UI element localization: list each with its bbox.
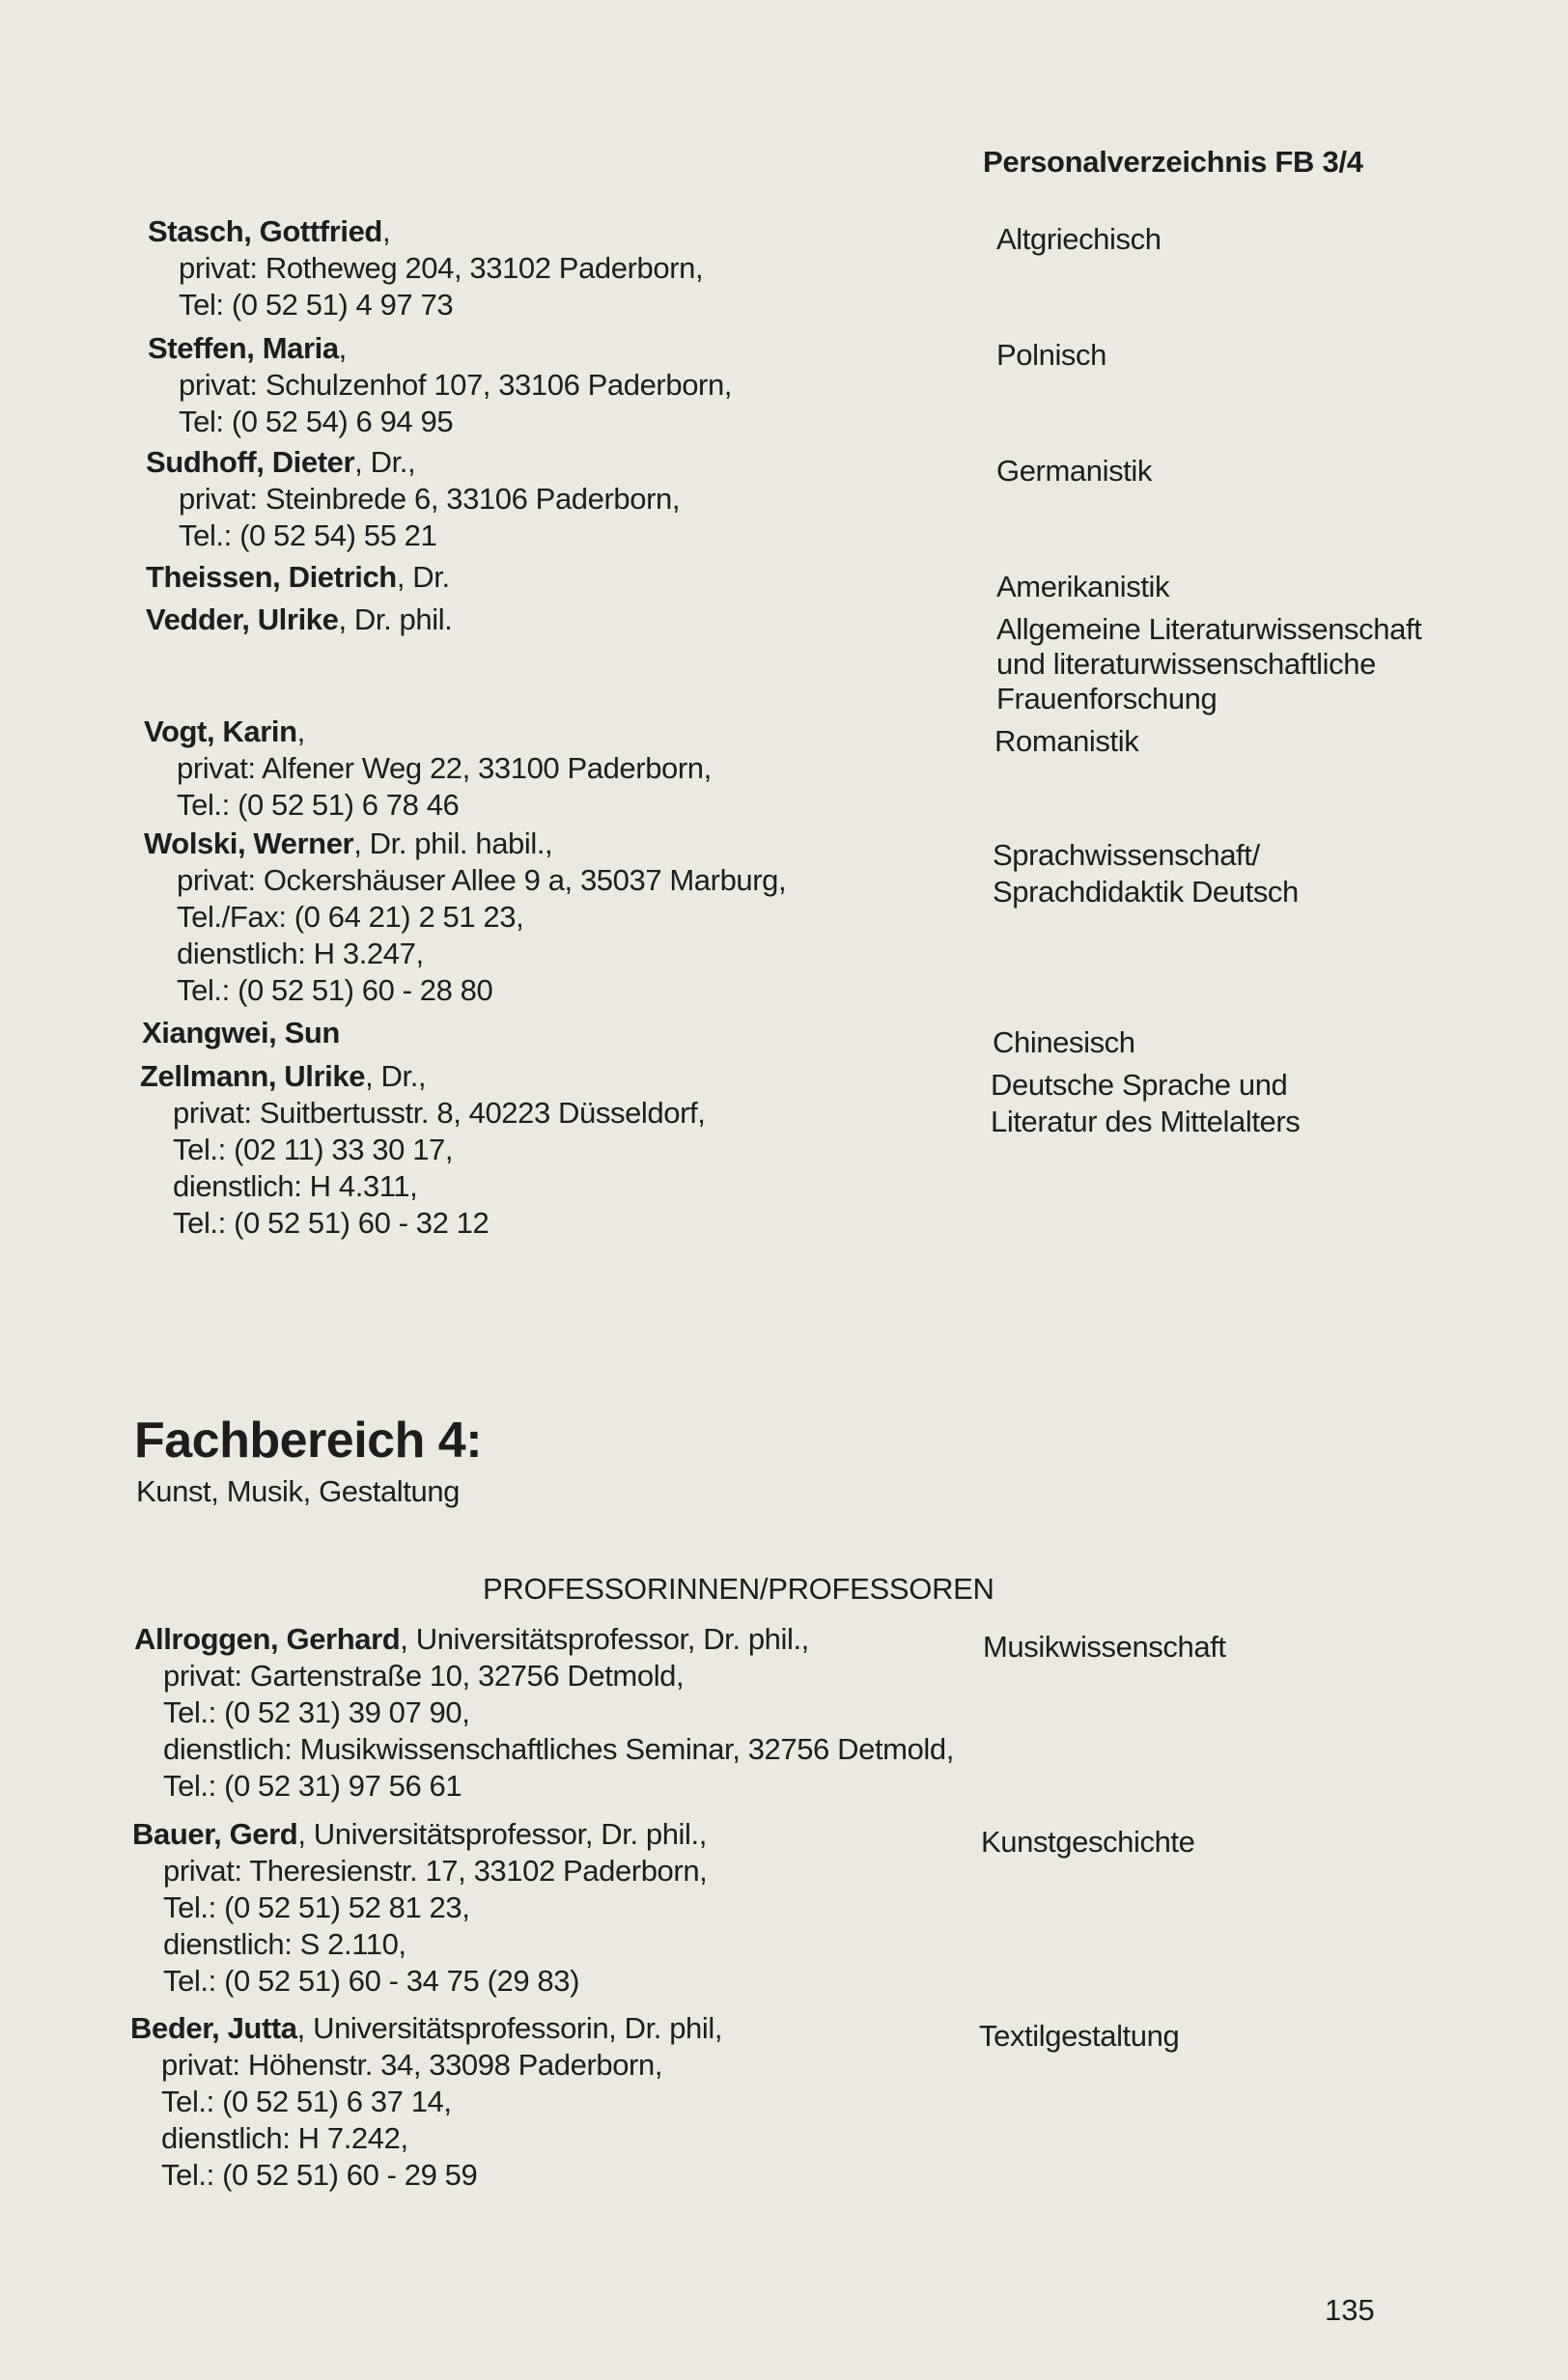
contact-line: Tel.: (0 52 51) 6 37 14, (161, 2085, 452, 2118)
contact-line: Tel.: (0 52 51) 60 - 28 80 (177, 973, 493, 1007)
contact-line: Tel.: (0 52 51) 60 - 29 59 (161, 2158, 478, 2192)
contact-line: Tel.: (0 52 54) 55 21 (179, 518, 437, 552)
surname: Theissen, Dietrich (146, 560, 397, 594)
surname: Xiangwei, Sun (142, 1016, 340, 1050)
subject-label: Altgriechisch (996, 222, 1162, 256)
surname: Stasch, Gottfried (148, 214, 382, 248)
person-name (144, 826, 552, 861)
contact-line: privat: Höhenstr. 34, 33098 Paderborn, (161, 2048, 663, 2082)
name-suffix: , Universitätsprofessor, Dr. phil., (297, 1817, 707, 1851)
contact-line: privat: Steinbrede 6, 33106 Paderborn, (179, 482, 681, 516)
contact-line: Tel: (0 52 54) 6 94 95 (179, 405, 454, 438)
person-name (146, 602, 452, 637)
person-name (130, 2011, 722, 2046)
surname: Beder, Jutta (130, 2011, 297, 2045)
surname: Sudhoff, Dieter (146, 445, 355, 479)
group-heading: PROFESSORINNEN/PROFESSOREN (483, 1572, 994, 1606)
name-suffix: , Dr. phil. habil., (353, 826, 553, 860)
surname: Vedder, Ulrike (146, 602, 339, 636)
contact-line: Tel.: (0 52 31) 97 56 61 (163, 1769, 462, 1803)
page-header: Personalverzeichnis FB 3/4 (983, 145, 1363, 179)
contact-line: privat: Suitbertusstr. 8, 40223 Düsseldorf, (173, 1096, 706, 1130)
subject-label: Allgemeine Literaturwissenschaft (996, 612, 1422, 646)
subject-label: Musikwissenschaft (983, 1630, 1226, 1664)
contact-line: Tel.: (0 52 51) 6 78 46 (177, 788, 460, 822)
contact-line: dienstlich: H 4.311, (173, 1169, 418, 1203)
subject-label: Chinesisch (993, 1025, 1135, 1059)
section-subtitle: Kunst, Musik, Gestaltung (136, 1474, 461, 1508)
contact-line: privat: Alfener Weg 22, 33100 Paderborn, (177, 751, 712, 785)
name-suffix: , Dr. (396, 560, 450, 594)
contact-line: privat: Rotheweg 204, 33102 Paderborn, (179, 251, 704, 285)
contact-line: privat: Gartenstraße 10, 32756 Detmold, (163, 1659, 685, 1693)
name-suffix: , (381, 214, 391, 248)
contact-line: Tel.: (02 11) 33 30 17, (173, 1133, 454, 1166)
subject-label: Amerikanistik (996, 570, 1170, 603)
name-suffix: , (338, 331, 347, 365)
subject-label: Literatur des Mittelalters (991, 1105, 1301, 1138)
contact-line: privat: Ockershäuser Allee 9 a, 35037 Marburg, (177, 863, 787, 897)
name-suffix: , Dr. phil. (338, 602, 453, 636)
person-name (132, 1817, 707, 1852)
name-suffix: , Universitätsprofessor, Dr. phil., (400, 1622, 809, 1656)
contact-line: dienstlich: H 7.242, (161, 2121, 408, 2155)
section-title: Fachbereich 4: (134, 1413, 483, 1469)
surname: Steffen, Maria (148, 331, 339, 365)
person-name (142, 1016, 340, 1050)
contact-line: Tel.: (0 52 51) 60 - 34 75 (29 83) (163, 1964, 579, 1998)
contact-line: privat: Theresienstr. 17, 33102 Paderborn, (163, 1854, 708, 1888)
surname: Allroggen, Gerhard (134, 1622, 401, 1656)
contact-line: dienstlich: H 3.247, (177, 937, 424, 970)
subject-label: Polnisch (996, 338, 1106, 372)
subject-label: Kunstgeschichte (981, 1825, 1195, 1859)
person-name (148, 214, 390, 249)
contact-line: Tel: (0 52 51) 4 97 73 (179, 288, 454, 322)
contact-line: dienstlich: S 2.110, (163, 1927, 406, 1961)
subject-label: Sprachdidaktik Deutsch (993, 875, 1299, 909)
person-name (140, 1059, 426, 1094)
person-name (134, 1622, 809, 1657)
subject-label: Frauenforschung (996, 682, 1218, 715)
person-name (146, 445, 415, 480)
name-suffix: , Dr., (365, 1059, 427, 1093)
person-name (146, 560, 450, 595)
subject-label: und literaturwissenschaftliche (996, 647, 1376, 681)
contact-line: dienstlich: Musikwissenschaftliches Seminar, 32756 Detmold, (163, 1732, 954, 1766)
surname: Vogt, Karin (144, 714, 297, 748)
surname: Wolski, Werner (144, 826, 354, 860)
subject-label: Textilgestaltung (979, 2019, 1180, 2053)
contact-line: Tel./Fax: (0 64 21) 2 51 23, (177, 900, 524, 934)
name-suffix: , Universitätsprofessorin, Dr. phil, (296, 2011, 723, 2045)
name-suffix: , Dr., (354, 445, 416, 479)
page-number: 135 (1325, 2293, 1375, 2327)
person-name (144, 714, 305, 749)
surname: Zellmann, Ulrike (140, 1059, 366, 1093)
contact-line: privat: Schulzenhof 107, 33106 Paderborn, (179, 368, 733, 402)
subject-label: Deutsche Sprache und (991, 1068, 1288, 1102)
subject-label: Germanistik (996, 454, 1152, 488)
contact-line: Tel.: (0 52 51) 60 - 32 12 (173, 1206, 490, 1240)
person-name (148, 331, 347, 366)
subject-label: Sprachwissenschaft/ (993, 838, 1260, 872)
subject-label: Romanistik (994, 724, 1139, 758)
surname: Bauer, Gerd (132, 1817, 298, 1851)
contact-line: Tel.: (0 52 31) 39 07 90, (163, 1695, 470, 1729)
contact-line: Tel.: (0 52 51) 52 81 23, (163, 1890, 470, 1924)
name-suffix: , (296, 714, 305, 748)
